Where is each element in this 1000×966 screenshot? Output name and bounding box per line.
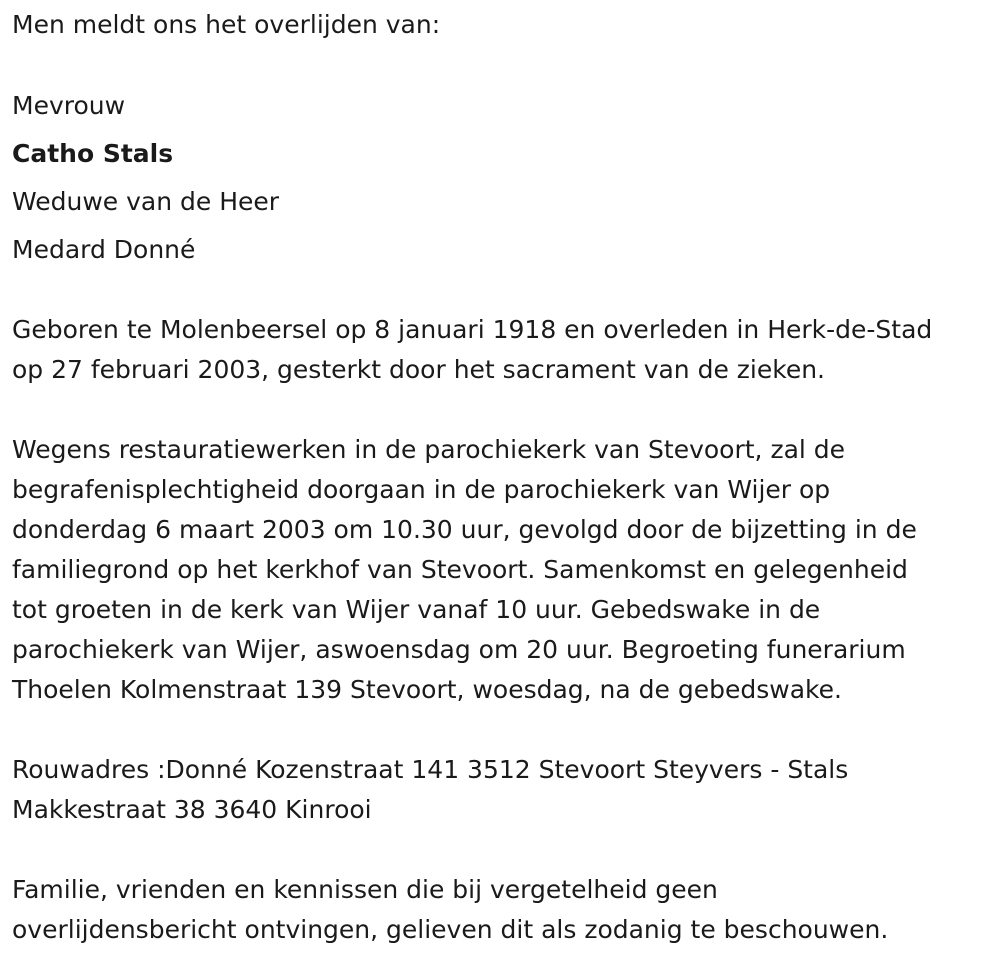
mourning-address-paragraph: Rouwadres :Donné Kozenstraat 141 3512 Stevoort Steyvers - Stals Makkestraat 38 3640 Kinrooi	[12, 755, 849, 824]
closing-paragraph: Familie, vrienden en kennissen die bij vergetelheid geen overlijdensbericht ontvingen, gelieven dit als zodanig te beschouwen.	[12, 875, 889, 944]
widow-of-label: Weduwe van de Heer	[12, 187, 280, 216]
spouse-name: Medard Donné	[12, 235, 196, 264]
funeral-info-paragraph: Wegens restauratiewerken in de parochiekerk van Stevoort, zal de begrafenisplechtigheid doorgaan in de parochiekerk van Wijer op donderdag 6 maart 2003 om 10.30 uur, gevolgd door de bijzetting in de familiegrond op het kerkhof van Stevoort. Samenkomst en gelegenheid tot groeten in de kerk van Wijer vanaf 10 uur. Gebedswake in de parochiekerk van Wijer, aswoensdag om 20 uur. Begroeting funerarium Thoelen Kolmenstraat 139 Stevoort, woesdag, na de gebedswake.	[12, 435, 917, 704]
intro-text: Men meldt ons het overlijden van:	[12, 10, 441, 39]
birth-death-paragraph: Geboren te Molenbeersel op 8 januari 1918 en overleden in Herk-de-Stad op 27 februari 2003, gesterkt door het sacrament van de zieken.	[12, 315, 933, 384]
honorific: Mevrouw	[12, 91, 126, 120]
deceased-name: Catho Stals	[12, 139, 174, 168]
